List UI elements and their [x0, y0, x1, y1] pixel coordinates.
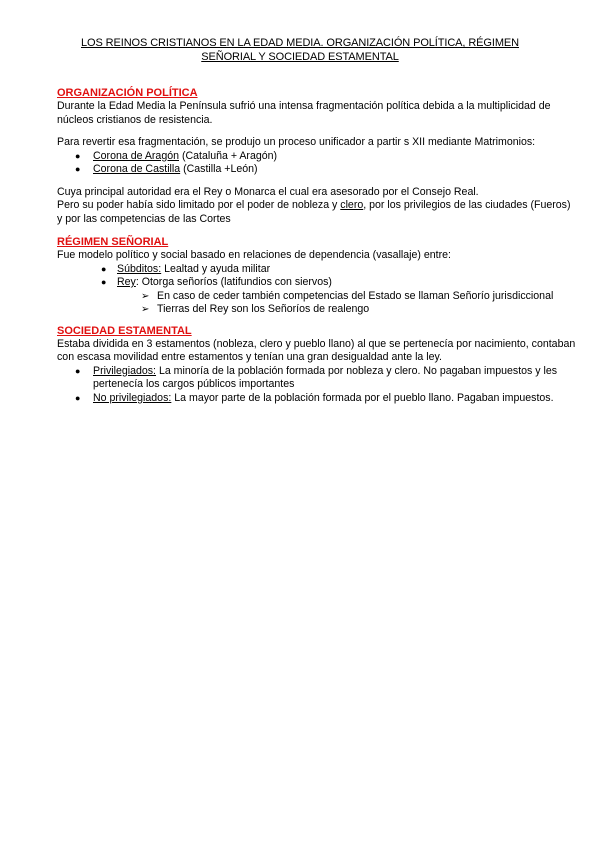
list-item	[57, 276, 577, 290]
bullet-list	[57, 263, 577, 290]
sub-list-item-text: Tierras del Rey son los Señoríos de realengo	[157, 303, 370, 315]
document-body	[57, 86, 577, 405]
bullet-icon: ●	[75, 150, 81, 161]
arrow-bullet-icon: ➢	[141, 304, 150, 315]
list-item	[57, 365, 577, 392]
text-run: , por los privilegios de las ciudades (Fueros) y por las competencias de las Cortes	[57, 199, 571, 225]
list-item-term: Privilegiados:	[93, 364, 157, 377]
title-line-1: LOS REINOS CRISTIANOS EN LA EDAD MEDIA. ORGANIZACIÓN POLÍTICA, RÉGIMEN	[81, 37, 519, 49]
bullet-list	[57, 365, 577, 406]
list-item-text: La mayor parte de la población formada por el pueblo llano. Pagaban impuestos.	[171, 391, 554, 404]
list-item-text: (Castilla +León)	[180, 163, 258, 175]
heading-regimen-senorial: RÉGIMEN SEÑORIAL	[57, 236, 169, 248]
arrow-bullet-icon: ➢	[141, 290, 150, 302]
sub-list-item-text: En caso de ceder también competencias del Estado se llaman Señorío jurisdiccional	[157, 289, 554, 302]
list-item-text: : Otorga señoríos (latifundios con siervos)	[135, 276, 332, 288]
bullet-icon: ●	[101, 277, 107, 287]
sub-list-item	[57, 303, 577, 317]
list-item-term: Corona de Aragón	[93, 149, 179, 162]
paragraph: Fue modelo político y social basado en relaciones de dependencia (vasallaje) entre:	[57, 249, 451, 261]
list-item-text: Lealtad y ayuda militar	[161, 262, 271, 275]
list-item-term: No privilegiados:	[93, 391, 172, 404]
heading-organizacion-politica: ORGANIZACIÓN POLÍTICA	[57, 87, 198, 99]
sub-bullet-list	[57, 290, 577, 317]
heading-sociedad-estamental: SOCIEDAD ESTAMENTAL	[57, 324, 192, 337]
paragraph: Estaba dividida en 3 estamentos (nobleza, clero y pueblo llano) al que se pertenecía por nacimiento, contaban con escasa movilidad entre estamentos y tenían una gran desigualdad ante la ley.	[57, 337, 576, 363]
paragraph: Durante la Edad Media la Península sufrió una intensa fragmentación política debida a la multiplicidad de núcleos cristianos de resistencia.	[57, 100, 551, 126]
bullet-icon: ●	[75, 392, 81, 403]
list-item-term: Rey	[117, 276, 136, 288]
paragraph	[57, 199, 577, 226]
bullet-icon: ●	[75, 365, 81, 376]
title-line-2: SEÑORIAL Y SOCIEDAD ESTAMENTAL	[201, 51, 399, 63]
list-item	[57, 392, 577, 406]
list-item-text: La minoría de la población formada por nobleza y clero. No pagaban impuestos y les pertenecía los cargos públicos importantes	[93, 364, 558, 390]
paragraph: Para revertir esa fragmentación, se produjo un proceso unificador a partir s XII mediante Matrimonios:	[57, 136, 536, 148]
bullet-list	[57, 150, 577, 177]
list-item-text: (Cataluña + Aragón)	[179, 149, 278, 162]
sub-list-item	[57, 290, 577, 304]
text-run: Pero su poder había sido limitado por el poder de nobleza y	[57, 199, 341, 211]
list-item	[57, 163, 577, 177]
bullet-icon: ●	[75, 164, 81, 174]
list-item	[57, 150, 577, 164]
list-item-term: Corona de Castilla	[93, 163, 181, 175]
text-run-clero: clero	[340, 199, 364, 211]
bullet-icon: ●	[101, 263, 107, 274]
list-item-term: Súbditos:	[117, 262, 162, 275]
list-item	[57, 263, 577, 277]
document-title	[60, 36, 540, 64]
paragraph: Cuya principal autoridad era el Rey o Monarca el cual era asesorado por el Consejo Real.	[57, 185, 479, 198]
